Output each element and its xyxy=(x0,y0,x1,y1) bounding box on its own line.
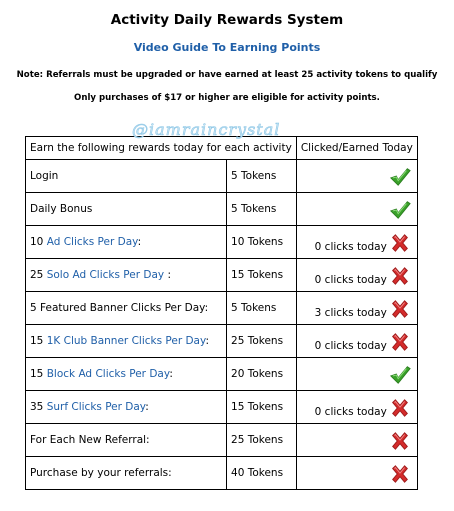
reward-cell: 5 Tokens xyxy=(227,193,297,226)
status-cell xyxy=(296,259,417,292)
status-cell xyxy=(296,292,417,325)
activity-cell xyxy=(26,358,227,391)
rewards-table xyxy=(25,136,418,490)
activity-cell xyxy=(26,259,227,292)
activity-cell xyxy=(26,325,227,358)
clicks-today: 3 clicks today xyxy=(314,307,387,319)
table-row xyxy=(26,160,418,193)
checkmark-icon xyxy=(389,199,411,221)
reward-cell: 25 Tokens xyxy=(227,325,297,358)
activity-cell xyxy=(26,193,227,226)
reward-cell: 15 Tokens xyxy=(227,259,297,292)
activity-suffix: : xyxy=(205,335,209,347)
activity-cell xyxy=(26,292,227,325)
activity-suffix: : xyxy=(169,368,173,380)
table-row xyxy=(26,292,418,325)
activity-prefix: 5 Featured Banner Clicks Per Day: xyxy=(30,302,209,314)
table-row xyxy=(26,358,418,391)
status-column-header: Clicked/Earned Today xyxy=(296,137,417,160)
reward-cell: 10 Tokens xyxy=(227,226,297,259)
table-row xyxy=(26,325,418,358)
activity-link[interactable]: Solo Ad Clicks Per Day xyxy=(46,269,165,281)
cross-icon xyxy=(389,232,411,254)
status-cell xyxy=(296,325,417,358)
status-cell xyxy=(296,391,417,424)
clicks-today: 0 clicks today xyxy=(314,340,387,352)
status-cell xyxy=(296,160,417,193)
table-header-row xyxy=(26,137,418,160)
activity-link[interactable]: Ad Clicks Per Day xyxy=(46,236,138,248)
activity-prefix: 10 xyxy=(30,236,47,248)
activity-prefix: 35 xyxy=(30,401,47,413)
activity-prefix: Purchase by your referrals: xyxy=(30,467,172,479)
activity-suffix: : xyxy=(137,236,142,248)
table-row xyxy=(26,424,418,457)
cross-icon xyxy=(389,298,411,320)
activity-prefix: 15 xyxy=(30,368,47,380)
table-row xyxy=(26,259,418,292)
page-title: Activity Daily Rewards System xyxy=(110,12,344,28)
activity-cell xyxy=(26,226,227,259)
activity-prefix: For Each New Referral: xyxy=(30,434,150,446)
clicks-today: 0 clicks today xyxy=(314,406,387,418)
status-cell xyxy=(296,193,417,226)
purchase-note: Only purchases of $17 or higher are eligible for activity points. xyxy=(74,93,380,103)
table-row xyxy=(26,193,418,226)
activity-suffix: : xyxy=(164,269,171,281)
activity-prefix: Login xyxy=(30,170,59,182)
cross-icon xyxy=(389,430,411,452)
status-cell xyxy=(296,358,417,391)
table-row xyxy=(26,457,418,490)
activity-cell xyxy=(26,424,227,457)
activity-link[interactable]: Surf Clicks Per Day xyxy=(46,401,146,413)
activity-suffix: : xyxy=(145,401,149,413)
checkmark-icon xyxy=(389,166,411,188)
reward-cell: 20 Tokens xyxy=(227,358,297,391)
activity-link[interactable]: Block Ad Clicks Per Day xyxy=(46,368,170,380)
clicks-today: 0 clicks today xyxy=(314,241,387,253)
reward-cell: 40 Tokens xyxy=(227,457,297,490)
activity-column-header: Earn the following rewards today for each activity xyxy=(26,137,297,160)
referral-note: Note: Referrals must be upgraded or have earned at least 25 activity tokens to qualify xyxy=(16,70,438,80)
cross-icon xyxy=(389,265,411,287)
status-cell xyxy=(296,226,417,259)
activity-prefix: 15 xyxy=(30,335,47,347)
cross-icon xyxy=(389,397,411,419)
activity-cell xyxy=(26,160,227,193)
activity-prefix: Daily Bonus xyxy=(30,203,93,215)
checkmark-icon xyxy=(389,364,411,386)
status-cell xyxy=(296,424,417,457)
video-guide-link[interactable]: Video Guide To Earning Points xyxy=(133,41,321,54)
cross-icon xyxy=(389,463,411,485)
reward-cell: 5 Tokens xyxy=(227,292,297,325)
table-row xyxy=(26,391,418,424)
activity-link[interactable]: 1K Club Banner Clicks Per Day xyxy=(46,335,206,347)
cross-icon xyxy=(389,331,411,353)
clicks-today: 0 clicks today xyxy=(314,274,387,286)
activity-prefix: 25 xyxy=(30,269,47,281)
reward-cell: 25 Tokens xyxy=(227,424,297,457)
activity-cell xyxy=(26,457,227,490)
status-cell xyxy=(296,457,417,490)
reward-cell: 5 Tokens xyxy=(227,160,297,193)
watermark-text: @iamraincrystal xyxy=(132,120,281,139)
activity-cell xyxy=(26,391,227,424)
reward-cell: 15 Tokens xyxy=(227,391,297,424)
table-row xyxy=(26,226,418,259)
